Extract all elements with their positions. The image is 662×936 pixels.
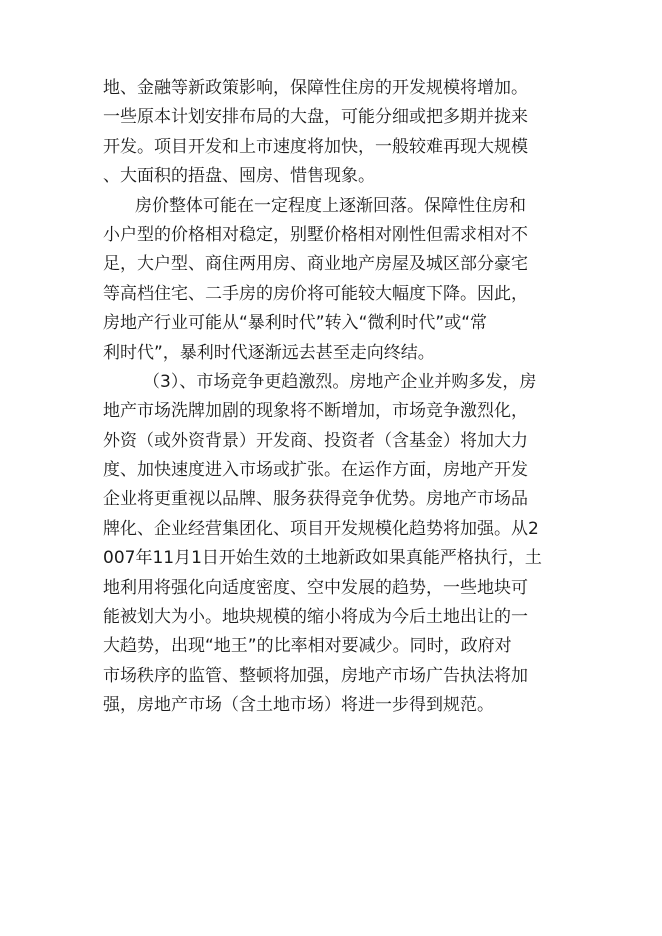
text-line: 房地产行业可能从“暴利时代”转入“微利时代”或“常	[103, 313, 488, 334]
text-line: 强，房地产市场（含土地市场）将进一步得到规范。	[103, 695, 494, 716]
text-line: 开发。项目开发和上市速度将加快，一般较难再现大规模	[103, 136, 528, 157]
text-line: 等高档住宅、二手房的房价将可能较大幅度下降。因此，	[103, 283, 528, 304]
text-line: 大趋势，出现“地王”的比率相对要减少。同时，政府对	[103, 636, 512, 657]
text-line: 007年11月1日开始生效的土地新政如果真能严格执行，土	[103, 548, 542, 569]
text-line: 地利用将强化向适度密度、空中发展的趋势，一些地块可	[103, 577, 528, 598]
paragraph-prices	[103, 192, 573, 368]
text-line: 小户型的价格相对稳定，别墅价格相对刚性但需求相对不	[103, 224, 528, 245]
text-line: 企业将更重视以品牌、服务获得竞争优势。房地产市场品	[103, 489, 528, 510]
text-line: 一些原本计划安排布局的大盘，可能分细或把多期并拢来	[103, 107, 528, 128]
text-line: 地、金融等新政策影响，保障性住房的开发规模将增加。	[103, 78, 528, 98]
text-line: 地产市场洗牌加剧的现象将不断增加，市场竞争激烈化，	[103, 401, 528, 422]
text-line: 足，大户型、商住两用房、商业地产房屋及城区部分豪宅	[103, 254, 528, 275]
text-line: 、大面积的捂盘、囤房、惜售现象。	[103, 166, 375, 187]
text-line: 能被划大为小。地块规模的缩小将成为今后土地出让的一	[103, 607, 528, 628]
text-line: 利时代”，暴利时代逐渐远去甚至走向终结。	[103, 342, 435, 363]
body-text	[103, 74, 573, 721]
paragraph-supply	[103, 74, 573, 192]
text-line: 房价整体可能在一定程度上逐渐回落。保障性住房和	[135, 195, 526, 216]
paragraph-competition	[103, 368, 573, 721]
text-line: 度、加快速度进入市场或扩张。在运作方面，房地产开发	[103, 460, 528, 481]
text-line: 牌化、企业经营集团化、项目开发规模化趋势将加强。从2	[103, 518, 539, 539]
text-line: 市场秩序的监管、整顿将加强，房地产市场广告执法将加	[103, 665, 528, 686]
text-line: （3）、市场竞争更趋激烈。房地产企业并购多发，房	[143, 371, 537, 392]
text-line: 外资（或外资背景）开发商、投资者（含基金）将加大力	[103, 430, 528, 451]
